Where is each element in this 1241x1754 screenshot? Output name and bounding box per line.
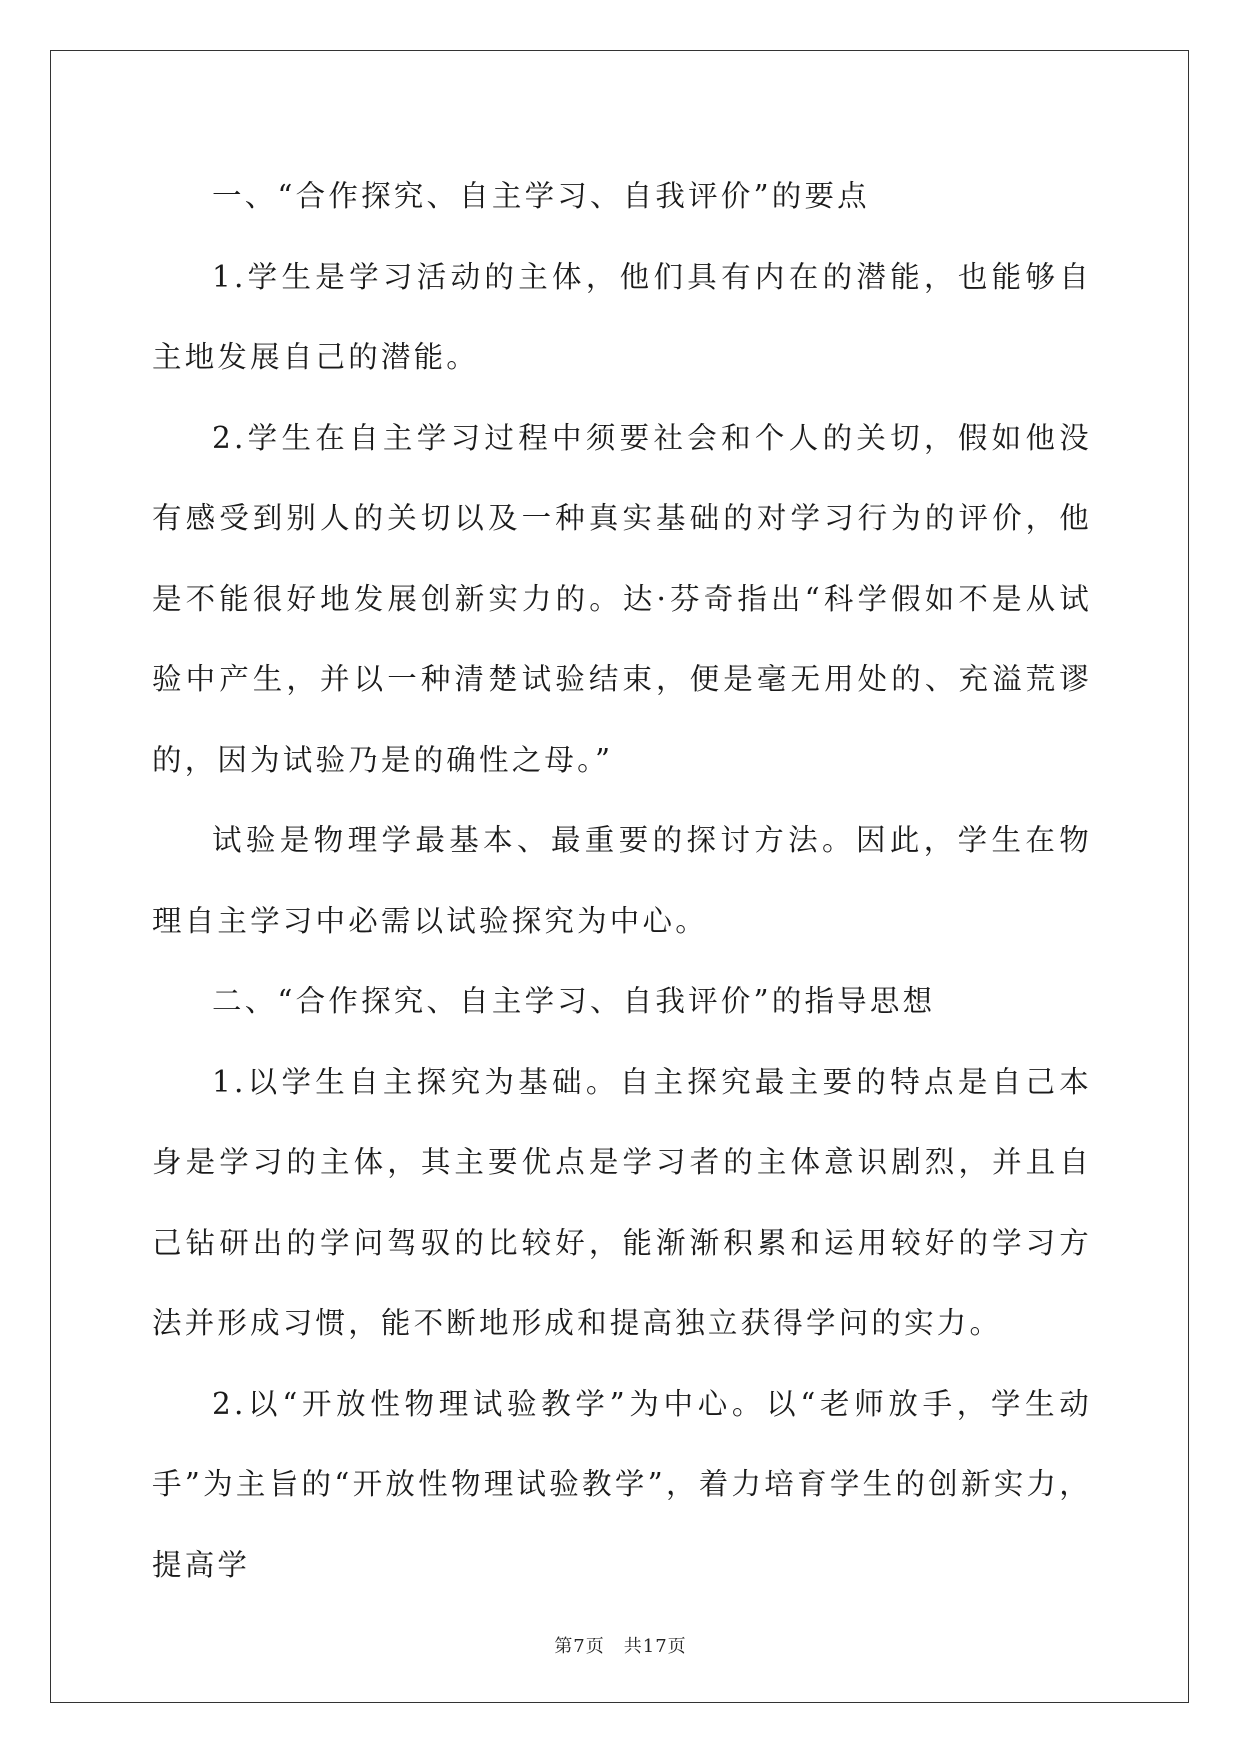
document-body bbox=[152, 156, 1092, 1605]
page-footer bbox=[0, 1632, 1241, 1658]
section-heading-2: 二、“合作探究、自主学习、自我评价”的指导思想 bbox=[212, 984, 936, 1018]
paragraph: 试验是物理学最基本、最重要的探讨方法。因此，学生在物理自主学习中必需以试验探究为中心。 bbox=[152, 823, 1092, 938]
paragraph: 1.以学生自主探究为基础。自主探究最主要的特点是自己本身是学习的主体，其主要优点是学习者的主体意识剧烈，并且自己钻研出的学问驾驭的比较好，能渐渐积累和运用较好的学习方法并形成习惯，能不断地形成和提高独立获得学问的实力。 bbox=[152, 1064, 1092, 1340]
page-number: 第7页 共17页 bbox=[554, 1636, 687, 1657]
paragraph: 2.以“开放性物理试验教学”为中心。以“老师放手，学生动手”为主旨的“开放性物理试验教学”，着力培育学生的创新实力，提高学 bbox=[152, 1386, 1092, 1582]
paragraph: 2.学生在自主学习过程中须要社会和个人的关切，假如他没有感受到别人的关切以及一种真实基础的对学习行为的评价，他是不能很好地发展创新实力的。达·芬奇指出“科学假如不是从试验中产生，并以一种清楚试验结束，便是毫无用处的、充溢荒谬的，因为试验乃是的确性之母。” bbox=[152, 420, 1092, 777]
section-heading-1: 一、“合作探究、自主学习、自我评价”的要点 bbox=[212, 179, 870, 213]
paragraph: 1.学生是学习活动的主体，他们具有内在的潜能，也能够自主地发展自己的潜能。 bbox=[152, 259, 1092, 374]
